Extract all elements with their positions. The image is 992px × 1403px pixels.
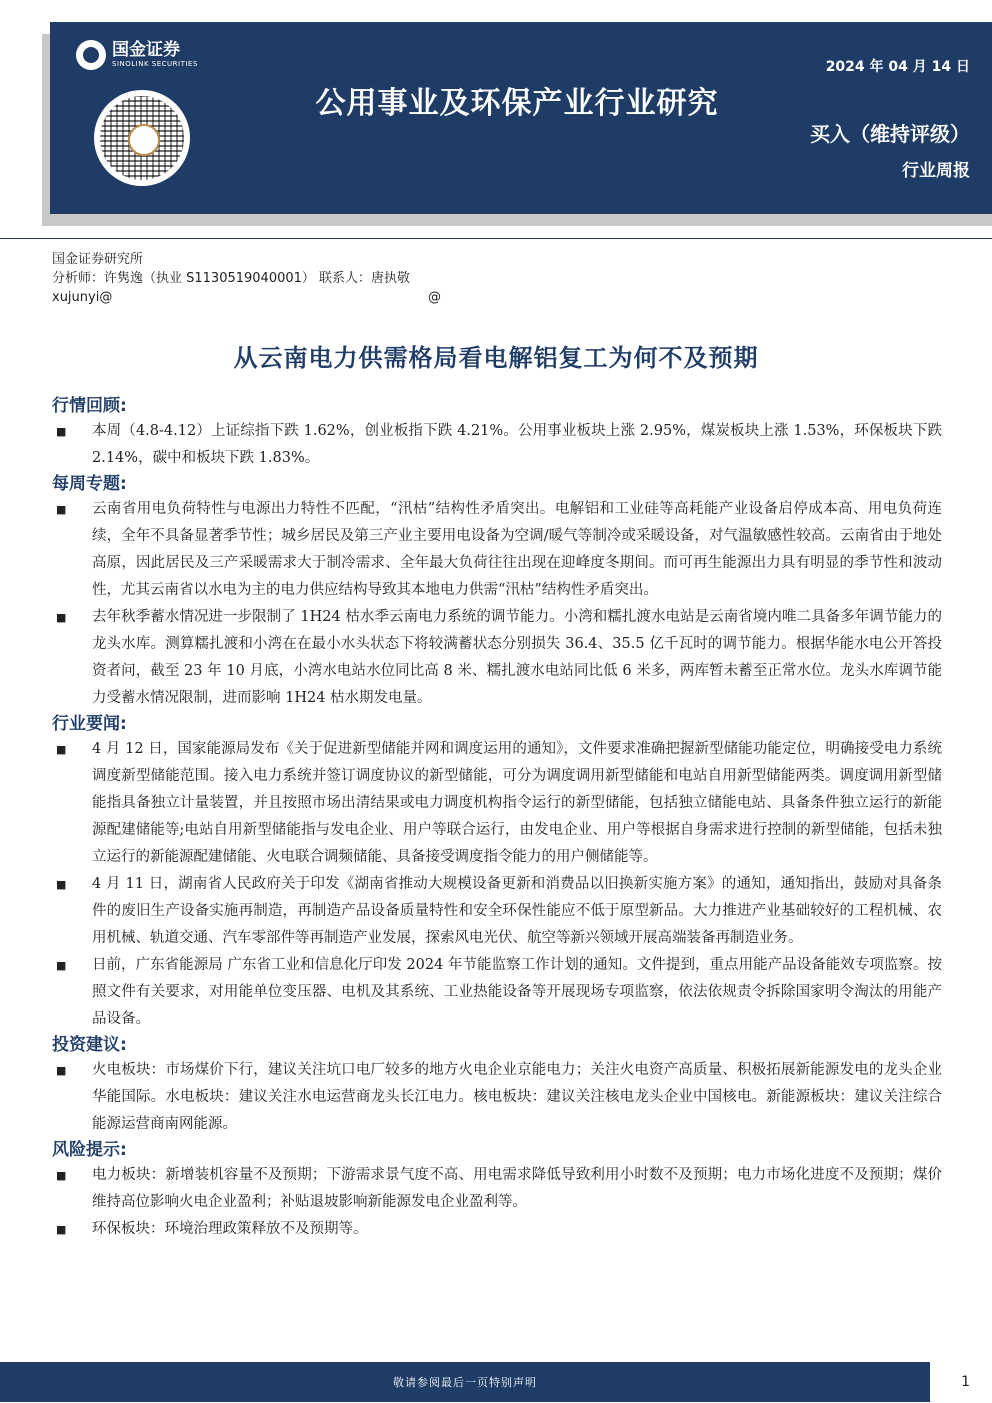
square-bullet-icon: ■ [56,878,67,891]
divider [0,238,992,239]
logo-name-cn: 国金证券 [112,40,180,60]
bullet-text: 日前，广东省能源局 广东省工业和信息化厅印发 2024 年节能监察工作计划的通知。文件提到，重点用能产品设备能效专项监察。按照文件有关要求，对用能单位变压器、电机及其系统、工业热能设备等开展现场专项监察，依法依规责令拆除国家明令淘汰的用能产品设备。 [92,957,942,1027]
logo-name-en: SINOLINK SECURITIES [112,60,198,68]
footer-bar [0,1362,930,1402]
report-date: 2024 年 04 月 14 日 [825,59,970,75]
square-bullet-icon: ■ [56,1169,67,1182]
section-heading: 行业要闻: [52,714,127,734]
company-logo [76,40,198,70]
section-heading: 风险提示: [52,1140,127,1160]
logo-icon [76,40,106,70]
analyst-email[interactable]: xujunyi@ [52,290,113,305]
institute-name: 国金证券研究所 [52,252,144,267]
bullet-item [52,496,942,604]
report-title: 公用事业及环保产业行业研究 [315,86,719,121]
section-heading: 行情回顾: [52,396,127,416]
report-body [52,394,942,1243]
rating-badge: 买入（维持评级） [810,122,970,146]
square-bullet-icon: ■ [56,425,67,438]
report-type: 行业周报 [902,161,970,181]
bullet-text: 4 月 11 日，湖南省人民政府关于印发《湖南省推动大规模设备更新和消费品以旧换新实施方案》的通知，通知指出，鼓励对具备条件的废旧生产设备实施再制造，再制造产品设备质量特性和安全环保性能应不低于原型新品。大力推进产业基础较好的工程机械、农用机械、轨道交通、汽车零部件等再制造产业发展，探索风电光伏、航空等新兴领域开展高端装备再制造业务。 [92,876,942,946]
square-bullet-icon: ■ [56,611,67,624]
bullet-text: 电力板块：新增装机容量不及预期；下游需求景气度不高、用电需求降低导致利用小时数不及预期；电力市场化进度不及预期；煤价维持高位影响火电企业盈利；补贴退坡影响新能源发电企业盈利等。 [92,1167,942,1210]
page-number: 1 [961,1374,970,1390]
footer-disclaimer: 敬请参阅最后一页特别声明 [393,1376,537,1389]
square-bullet-icon: ■ [56,1223,67,1236]
bullet-text: 环保板块：环境治理政策释放不及预期等。 [92,1221,368,1237]
bullet-item [52,952,942,1033]
bullet-item [52,871,942,952]
bullet-text: 火电板块：市场煤价下行，建议关注坑口电厂较多的地方火电企业京能电力；关注火电资产高质量、积极拓展新能源发电的龙头企业华能国际。水电板块：建议关注水电运营商龙头长江电力。核电板块：建议关注核电龙头企业中国核电。新能源板块：建议关注综合能源运营商南网能源。 [92,1062,942,1132]
bullet-text: 云南省用电负荷特性与电源出力特性不匹配，“汛枯”结构性矛盾突出。电解铝和工业硅等高耗能产业设备启停成本高、用电负荷连续，全年不具备显著季节性；城乡居民及第三产业主要用电设备为空调/暖气等制冷或采暖设备，对气温敏感性较高。云南省由于地处高原，因此居民及三产采暖需求大于制冷需求、全年最大负荷往往出现在迎峰度冬期间。而可再生能源出力具有明显的季节性和波动性，尤其云南省以水电为主的电力供应结构导致其本地电力供需“汛枯”结构性矛盾突出。 [92,501,942,598]
bullet-item [52,736,942,871]
square-bullet-icon: ■ [56,1064,67,1077]
square-bullet-icon: ■ [56,959,67,972]
bullet-text: 去年秋季蓄水情况进一步限制了 1H24 枯水季云南电力系统的调节能力。小湾和糯扎渡水电站是云南省境内唯二具备多年调节能力的龙头水库。测算糯扎渡和小湾在在最小水头状态下将较满蓄状态分别损失 36.4、35.5 亿千瓦时的调节能力。根据华能水电公开答投资者问，截至 23 年 10 月底，小湾水电站水位同比高 8 米、糯扎渡水电站同比低 6 米多，两库暂未蓄至正常水位。龙头水库调节能力受蓄水情况限制，进而影响 1H24 枯水期发电量。 [92,609,942,706]
square-bullet-icon: ■ [56,743,67,756]
report-header [50,22,992,214]
bullet-item [52,604,942,712]
analyst-line: 分析师：许隽逸（执业 S1130519040001） 联系人：唐执敬 [52,271,411,286]
bullet-item [52,1057,942,1138]
author-info [52,250,441,307]
bullet-item [52,1162,942,1216]
bullet-text: 4 月 12 日，国家能源局发布《关于促进新型储能并网和调度运用的通知》，文件要求准确把握新型储能功能定位，明确接受电力系统调度新型储能范围。接入电力系统并签订调度协议的新型储能，可分为调度调用新型储能和电站自用新型储能两类。调度调用新型储能指具备独立计量装置，并且按照市场出清结果或电力调度机构指令运行的新型储能，包括独立储能电站、具备条件独立运行的新能源配建储能等;电站自用新型储能指与发电企业、用户等联合运行，由发电企业、用户等根据自身需求进行控制的新型储能，包括未独立运行的新能源配建储能、火电联合调频储能、具备接受调度指令能力的用户侧储能等。 [92,741,942,865]
square-bullet-icon: ■ [56,503,67,516]
section-heading: 每周专题: [52,474,127,494]
qr-code-icon[interactable] [94,90,190,186]
contact-email[interactable]: @ [428,290,441,305]
bullet-text: 本周（4.8-4.12）上证综指下跌 1.62%，创业板指下跌 4.21%。公用事业板块上涨 2.95%，煤炭板块上涨 1.53%，环保板块下跌 2.14%，碳中和板块下跌 1.83%。 [92,423,942,466]
bullet-item [52,1216,942,1243]
bullet-item [52,418,942,472]
document-title: 从云南电力供需格局看电解铝复工为何不及预期 [233,344,759,372]
section-heading: 投资建议: [52,1035,127,1055]
